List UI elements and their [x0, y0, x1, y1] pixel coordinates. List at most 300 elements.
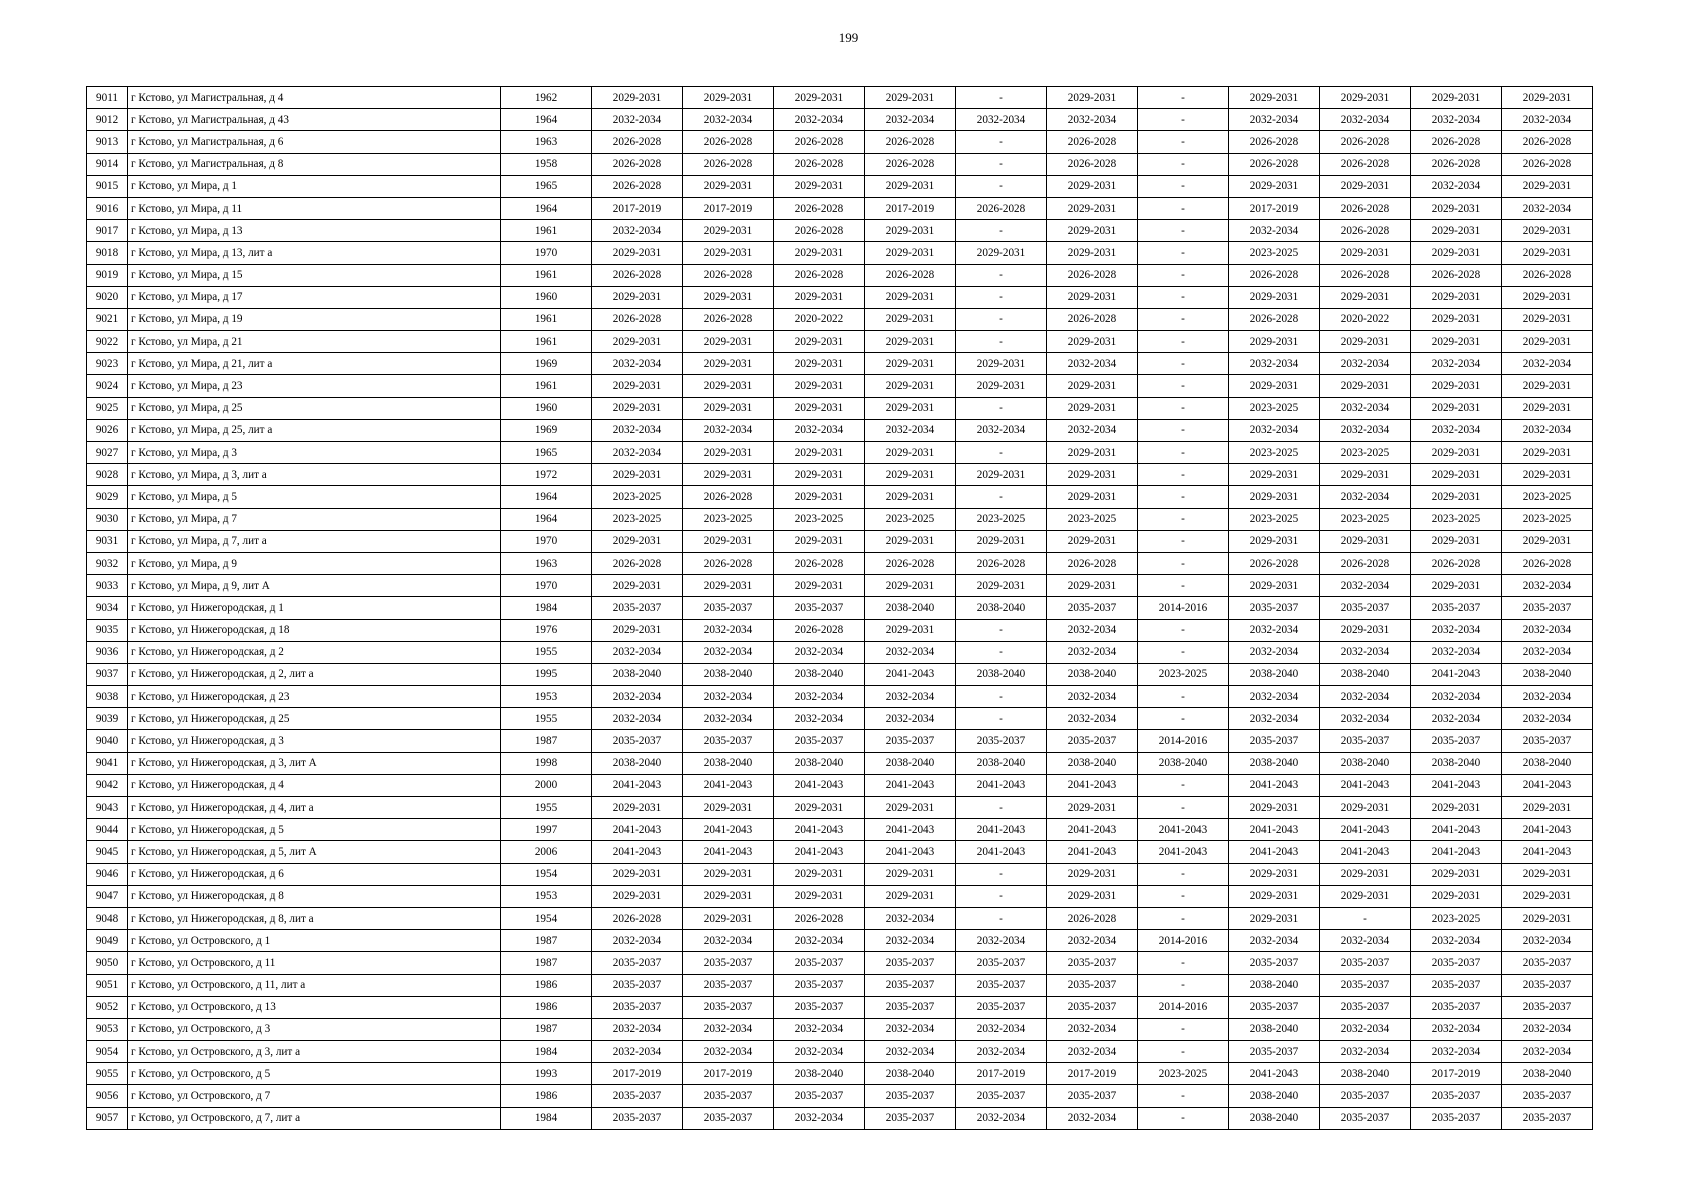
period-cell: 2029-2031 — [1229, 863, 1320, 885]
period-cell: 2032-2034 — [774, 419, 865, 441]
period-cell: 2026-2028 — [1411, 264, 1502, 286]
period-cell: 2035-2037 — [865, 974, 956, 996]
period-cell: 2029-2031 — [592, 797, 683, 819]
period-cell: 2026-2028 — [774, 220, 865, 242]
table-row — [87, 730, 1593, 752]
period-cell: 2032-2034 — [1320, 353, 1411, 375]
period-cell: 2026-2028 — [1502, 153, 1593, 175]
row-number-cell: 9023 — [87, 353, 128, 375]
period-cell: 2029-2031 — [1320, 863, 1411, 885]
table-row — [87, 619, 1593, 641]
period-cell: 2029-2031 — [592, 331, 683, 353]
period-cell: 2032-2034 — [1411, 1018, 1502, 1040]
period-cell: 2029-2031 — [1229, 464, 1320, 486]
period-cell: 2029-2031 — [592, 885, 683, 907]
period-cell: 2029-2031 — [592, 464, 683, 486]
period-cell: - — [956, 907, 1047, 929]
period-cell: 2035-2037 — [865, 952, 956, 974]
period-cell: - — [1138, 952, 1229, 974]
period-cell: 2026-2028 — [774, 619, 865, 641]
address-cell: г Кстово, ул Магистральная, д 6 — [128, 131, 501, 153]
period-cell: 2032-2034 — [1320, 641, 1411, 663]
table-row — [87, 663, 1593, 685]
period-cell: 2032-2034 — [1229, 686, 1320, 708]
period-cell: 2032-2034 — [1047, 109, 1138, 131]
period-cell: 2029-2031 — [1411, 308, 1502, 330]
table-row — [87, 797, 1593, 819]
row-number-cell: 9017 — [87, 220, 128, 242]
period-cell: 2035-2037 — [956, 1085, 1047, 1107]
period-cell: 2029-2031 — [1320, 885, 1411, 907]
address-cell: г Кстово, ул Мира, д 3 — [128, 442, 501, 464]
period-cell: 2041-2043 — [865, 819, 956, 841]
row-number-cell: 9040 — [87, 730, 128, 752]
period-cell: - — [956, 308, 1047, 330]
period-cell: 2032-2034 — [1320, 708, 1411, 730]
period-cell: - — [1138, 641, 1229, 663]
row-number-cell: 9018 — [87, 242, 128, 264]
period-cell: 2023-2025 — [1138, 1063, 1229, 1085]
period-cell: 2029-2031 — [774, 175, 865, 197]
period-cell: 2020-2022 — [1320, 308, 1411, 330]
period-cell: 2038-2040 — [1502, 1063, 1593, 1085]
period-cell: 2032-2034 — [774, 109, 865, 131]
period-cell: 2032-2034 — [1229, 930, 1320, 952]
row-number-cell: 9011 — [87, 87, 128, 109]
table-row — [87, 464, 1593, 486]
period-cell: 2032-2034 — [1047, 353, 1138, 375]
year-cell: 1960 — [501, 397, 592, 419]
period-cell: 2032-2034 — [865, 419, 956, 441]
period-cell: 2026-2028 — [774, 552, 865, 574]
period-cell: 2026-2028 — [1229, 552, 1320, 574]
year-cell: 1987 — [501, 1018, 592, 1040]
period-cell: 2035-2037 — [956, 952, 1047, 974]
period-cell: - — [1138, 575, 1229, 597]
period-cell: 2026-2028 — [1411, 131, 1502, 153]
table-row — [87, 819, 1593, 841]
address-cell: г Кстово, ул Мира, д 9 — [128, 552, 501, 574]
period-cell: 2032-2034 — [1229, 641, 1320, 663]
period-cell: 2041-2043 — [1047, 774, 1138, 796]
period-cell: 2029-2031 — [1229, 885, 1320, 907]
year-cell: 2000 — [501, 774, 592, 796]
period-cell: 2026-2028 — [1320, 153, 1411, 175]
period-cell: 2032-2034 — [1320, 575, 1411, 597]
period-cell: - — [1138, 1107, 1229, 1129]
period-cell: 2035-2037 — [1320, 952, 1411, 974]
period-cell: - — [956, 131, 1047, 153]
period-cell: 2032-2034 — [865, 1018, 956, 1040]
period-cell: 2023-2025 — [956, 508, 1047, 530]
period-cell: 2029-2031 — [1047, 242, 1138, 264]
address-cell: г Кстово, ул Нижегородская, д 23 — [128, 686, 501, 708]
period-cell: - — [1138, 797, 1229, 819]
period-cell: 2029-2031 — [865, 242, 956, 264]
period-cell: 2041-2043 — [1411, 663, 1502, 685]
period-cell: 2029-2031 — [1047, 286, 1138, 308]
period-cell: 2029-2031 — [1502, 87, 1593, 109]
period-cell: 2026-2028 — [592, 153, 683, 175]
period-cell: 2026-2028 — [865, 264, 956, 286]
year-cell: 1953 — [501, 885, 592, 907]
year-cell: 1987 — [501, 730, 592, 752]
period-cell: 2029-2031 — [683, 331, 774, 353]
period-cell: - — [956, 686, 1047, 708]
period-cell: 2026-2028 — [1320, 197, 1411, 219]
period-cell: 2032-2034 — [683, 930, 774, 952]
period-cell: 2029-2031 — [1411, 863, 1502, 885]
period-cell: 2029-2031 — [865, 220, 956, 242]
year-cell: 1964 — [501, 486, 592, 508]
period-cell: 2038-2040 — [774, 1063, 865, 1085]
period-cell: 2029-2031 — [683, 442, 774, 464]
period-cell: 2032-2034 — [1411, 930, 1502, 952]
period-cell: 2017-2019 — [592, 197, 683, 219]
row-number-cell: 9049 — [87, 930, 128, 952]
period-cell: 2029-2031 — [865, 464, 956, 486]
period-cell: 2035-2037 — [1411, 730, 1502, 752]
period-cell: 2029-2031 — [683, 863, 774, 885]
period-cell: 2029-2031 — [1047, 442, 1138, 464]
period-cell: 2032-2034 — [865, 907, 956, 929]
period-cell: 2029-2031 — [865, 797, 956, 819]
period-cell: 2023-2025 — [1502, 486, 1593, 508]
period-cell: 2023-2025 — [1320, 442, 1411, 464]
period-cell: 2038-2040 — [774, 752, 865, 774]
address-cell: г Кстово, ул Нижегородская, д 4 — [128, 774, 501, 796]
period-cell: - — [956, 486, 1047, 508]
table-row — [87, 308, 1593, 330]
row-number-cell: 9034 — [87, 597, 128, 619]
period-cell: 2032-2034 — [1411, 1041, 1502, 1063]
period-cell: 2032-2034 — [592, 686, 683, 708]
period-cell: 2029-2031 — [774, 442, 865, 464]
period-cell: 2026-2028 — [774, 131, 865, 153]
period-cell: 2032-2034 — [592, 353, 683, 375]
year-cell: 1997 — [501, 819, 592, 841]
year-cell: 1961 — [501, 308, 592, 330]
year-cell: 1964 — [501, 508, 592, 530]
period-cell: 2029-2031 — [956, 375, 1047, 397]
period-cell: - — [1138, 264, 1229, 286]
period-cell: 2032-2034 — [683, 1041, 774, 1063]
period-cell: 2032-2034 — [1047, 1041, 1138, 1063]
period-cell: 2035-2037 — [592, 730, 683, 752]
period-cell: 2032-2034 — [1320, 419, 1411, 441]
period-cell: - — [956, 286, 1047, 308]
row-number-cell: 9039 — [87, 708, 128, 730]
period-cell: 2026-2028 — [865, 552, 956, 574]
period-cell: 2032-2034 — [592, 1018, 683, 1040]
table-row — [87, 885, 1593, 907]
period-cell: - — [1138, 1085, 1229, 1107]
period-cell: 2032-2034 — [865, 708, 956, 730]
period-cell: 2032-2034 — [1411, 686, 1502, 708]
period-cell: 2029-2031 — [1320, 375, 1411, 397]
period-cell: 2026-2028 — [956, 197, 1047, 219]
period-cell: 2041-2043 — [956, 774, 1047, 796]
period-cell: 2038-2040 — [1320, 1063, 1411, 1085]
period-cell: - — [1138, 131, 1229, 153]
period-cell: - — [1138, 885, 1229, 907]
period-cell: 2026-2028 — [683, 552, 774, 574]
period-cell: 2032-2034 — [1411, 353, 1502, 375]
period-cell: 2032-2034 — [865, 109, 956, 131]
period-cell: 2041-2043 — [865, 841, 956, 863]
row-number-cell: 9053 — [87, 1018, 128, 1040]
period-cell: 2041-2043 — [592, 841, 683, 863]
period-cell: 2026-2028 — [683, 264, 774, 286]
address-cell: г Кстово, ул Мира, д 21, лит а — [128, 353, 501, 375]
period-cell: 2032-2034 — [1229, 353, 1320, 375]
period-cell: 2029-2031 — [1411, 486, 1502, 508]
period-cell: 2029-2031 — [1047, 220, 1138, 242]
period-cell: 2029-2031 — [865, 575, 956, 597]
period-cell: 2029-2031 — [1229, 797, 1320, 819]
table-row — [87, 841, 1593, 863]
row-number-cell: 9022 — [87, 331, 128, 353]
period-cell: 2029-2031 — [865, 286, 956, 308]
period-cell: - — [1138, 197, 1229, 219]
year-cell: 1961 — [501, 264, 592, 286]
period-cell: 2035-2037 — [1229, 597, 1320, 619]
period-cell: 2029-2031 — [865, 885, 956, 907]
period-cell: 2029-2031 — [1320, 87, 1411, 109]
period-cell: 2041-2043 — [1320, 841, 1411, 863]
period-cell: 2029-2031 — [1320, 286, 1411, 308]
period-cell: 2035-2037 — [1502, 952, 1593, 974]
address-cell: г Кстово, ул Нижегородская, д 5 — [128, 819, 501, 841]
address-cell: г Кстово, ул Мира, д 13, лит а — [128, 242, 501, 264]
period-cell: - — [1138, 974, 1229, 996]
period-cell: 2041-2043 — [1502, 841, 1593, 863]
period-cell: 2026-2028 — [592, 552, 683, 574]
period-cell: 2032-2034 — [956, 419, 1047, 441]
period-cell: 2035-2037 — [1320, 996, 1411, 1018]
period-cell: 2026-2028 — [774, 197, 865, 219]
period-cell: 2035-2037 — [1047, 597, 1138, 619]
period-cell: - — [1138, 109, 1229, 131]
period-cell: 2038-2040 — [1502, 752, 1593, 774]
table-row — [87, 331, 1593, 353]
period-cell: 2029-2031 — [1047, 797, 1138, 819]
address-cell: г Кстово, ул Островского, д 3 — [128, 1018, 501, 1040]
period-cell: 2032-2034 — [774, 1041, 865, 1063]
period-cell: 2026-2028 — [683, 153, 774, 175]
row-number-cell: 9014 — [87, 153, 128, 175]
year-cell: 1955 — [501, 641, 592, 663]
period-cell: 2023-2025 — [1502, 508, 1593, 530]
period-cell: 2032-2034 — [1320, 686, 1411, 708]
address-cell: г Кстово, ул Островского, д 1 — [128, 930, 501, 952]
period-cell: 2032-2034 — [592, 708, 683, 730]
period-cell: 2017-2019 — [683, 197, 774, 219]
period-cell: 2032-2034 — [1411, 641, 1502, 663]
year-cell: 1964 — [501, 109, 592, 131]
row-number-cell: 9047 — [87, 885, 128, 907]
period-cell: 2026-2028 — [956, 552, 1047, 574]
year-cell: 1972 — [501, 464, 592, 486]
row-number-cell: 9019 — [87, 264, 128, 286]
registry-table — [86, 86, 1593, 1130]
address-cell: г Кстово, ул Мира, д 25, лит а — [128, 419, 501, 441]
year-cell: 1998 — [501, 752, 592, 774]
period-cell: - — [1138, 530, 1229, 552]
period-cell: 2041-2043 — [865, 774, 956, 796]
row-number-cell: 9050 — [87, 952, 128, 974]
period-cell: 2032-2034 — [1320, 109, 1411, 131]
address-cell: г Кстово, ул Островского, д 7 — [128, 1085, 501, 1107]
period-cell: - — [1138, 220, 1229, 242]
table-row — [87, 996, 1593, 1018]
period-cell: 2029-2031 — [774, 353, 865, 375]
period-cell: 2014-2016 — [1138, 597, 1229, 619]
address-cell: г Кстово, ул Мира, д 19 — [128, 308, 501, 330]
year-cell: 1969 — [501, 419, 592, 441]
period-cell: 2038-2040 — [1320, 752, 1411, 774]
table-row — [87, 175, 1593, 197]
period-cell: 2035-2037 — [1320, 1085, 1411, 1107]
period-cell: 2041-2043 — [1411, 819, 1502, 841]
period-cell: 2032-2034 — [1502, 1018, 1593, 1040]
period-cell: - — [1138, 353, 1229, 375]
period-cell: 2029-2031 — [1502, 242, 1593, 264]
period-cell: 2032-2034 — [774, 708, 865, 730]
period-cell: 2026-2028 — [1502, 552, 1593, 574]
table-row — [87, 863, 1593, 885]
table-row — [87, 641, 1593, 663]
period-cell: 2032-2034 — [683, 619, 774, 641]
period-cell: - — [1138, 175, 1229, 197]
period-cell: - — [1138, 464, 1229, 486]
period-cell: 2038-2040 — [1047, 663, 1138, 685]
period-cell: 2035-2037 — [1502, 597, 1593, 619]
period-cell: 2029-2031 — [956, 575, 1047, 597]
period-cell: 2038-2040 — [774, 663, 865, 685]
year-cell: 1987 — [501, 952, 592, 974]
period-cell: - — [1138, 87, 1229, 109]
period-cell: 2029-2031 — [592, 530, 683, 552]
row-number-cell: 9016 — [87, 197, 128, 219]
table-row — [87, 686, 1593, 708]
period-cell: 2032-2034 — [956, 109, 1047, 131]
address-cell: г Кстово, ул Нижегородская, д 8 — [128, 885, 501, 907]
period-cell: 2041-2043 — [1411, 774, 1502, 796]
period-cell: 2029-2031 — [956, 464, 1047, 486]
address-cell: г Кстово, ул Мира, д 7 — [128, 508, 501, 530]
table-row — [87, 930, 1593, 952]
row-number-cell: 9043 — [87, 797, 128, 819]
period-cell: 2029-2031 — [1229, 575, 1320, 597]
period-cell: 2023-2025 — [592, 486, 683, 508]
period-cell: 2023-2025 — [1411, 907, 1502, 929]
address-cell: г Кстово, ул Нижегородская, д 3 — [128, 730, 501, 752]
period-cell: 2029-2031 — [865, 486, 956, 508]
period-cell: 2029-2031 — [774, 486, 865, 508]
table-row — [87, 1018, 1593, 1040]
period-cell: 2029-2031 — [1229, 286, 1320, 308]
period-cell: 2029-2031 — [1229, 175, 1320, 197]
period-cell: 2029-2031 — [865, 530, 956, 552]
period-cell: - — [1138, 286, 1229, 308]
period-cell: 2023-2025 — [1229, 242, 1320, 264]
row-number-cell: 9048 — [87, 907, 128, 929]
period-cell: 2035-2037 — [1502, 730, 1593, 752]
address-cell: г Кстово, ул Мира, д 21 — [128, 331, 501, 353]
period-cell: 2035-2037 — [1047, 730, 1138, 752]
period-cell: 2029-2031 — [1411, 530, 1502, 552]
period-cell: 2029-2031 — [1047, 331, 1138, 353]
period-cell: 2029-2031 — [683, 175, 774, 197]
period-cell: 2035-2037 — [1229, 1041, 1320, 1063]
period-cell: 2041-2043 — [1138, 841, 1229, 863]
period-cell: 2032-2034 — [683, 419, 774, 441]
year-cell: 1970 — [501, 575, 592, 597]
period-cell: 2032-2034 — [1047, 619, 1138, 641]
address-cell: г Кстово, ул Нижегородская, д 6 — [128, 863, 501, 885]
period-cell: 2023-2025 — [1229, 397, 1320, 419]
period-cell: 2035-2037 — [1411, 996, 1502, 1018]
period-cell: 2035-2037 — [592, 974, 683, 996]
year-cell: 1963 — [501, 552, 592, 574]
period-cell: 2032-2034 — [956, 930, 1047, 952]
year-cell: 1954 — [501, 863, 592, 885]
period-cell: 2029-2031 — [956, 353, 1047, 375]
period-cell: - — [1138, 774, 1229, 796]
year-cell: 1965 — [501, 442, 592, 464]
period-cell: 2029-2031 — [1502, 397, 1593, 419]
period-cell: 2032-2034 — [592, 930, 683, 952]
period-cell: 2029-2031 — [865, 442, 956, 464]
table-row — [87, 508, 1593, 530]
address-cell: г Кстово, ул Мира, д 25 — [128, 397, 501, 419]
period-cell: 2026-2028 — [774, 907, 865, 929]
table-row — [87, 1063, 1593, 1085]
period-cell: 2038-2040 — [683, 663, 774, 685]
period-cell: 2038-2040 — [592, 752, 683, 774]
address-cell: г Кстово, ул Мира, д 3, лит а — [128, 464, 501, 486]
period-cell: 2041-2043 — [956, 819, 1047, 841]
period-cell: - — [956, 797, 1047, 819]
period-cell: 2029-2031 — [1502, 885, 1593, 907]
period-cell: 2041-2043 — [1411, 841, 1502, 863]
year-cell: 1961 — [501, 220, 592, 242]
period-cell: 2032-2034 — [1229, 109, 1320, 131]
period-cell: 2041-2043 — [1229, 1063, 1320, 1085]
period-cell: 2029-2031 — [683, 907, 774, 929]
row-number-cell: 9037 — [87, 663, 128, 685]
period-cell: 2023-2025 — [1411, 508, 1502, 530]
period-cell: 2023-2025 — [1320, 508, 1411, 530]
period-cell: 2029-2031 — [1047, 397, 1138, 419]
table-row — [87, 597, 1593, 619]
period-cell: 2029-2031 — [1502, 375, 1593, 397]
year-cell: 1986 — [501, 996, 592, 1018]
period-cell: 2029-2031 — [774, 575, 865, 597]
period-cell: - — [956, 708, 1047, 730]
period-cell: 2041-2043 — [774, 819, 865, 841]
period-cell: 2029-2031 — [1502, 907, 1593, 929]
period-cell: 2035-2037 — [774, 996, 865, 1018]
period-cell: 2032-2034 — [1047, 1018, 1138, 1040]
period-cell: 2014-2016 — [1138, 996, 1229, 1018]
period-cell: 2035-2037 — [865, 1085, 956, 1107]
period-cell: 2029-2031 — [1411, 220, 1502, 242]
table-row — [87, 708, 1593, 730]
period-cell: 2032-2034 — [1502, 641, 1593, 663]
table-row — [87, 530, 1593, 552]
